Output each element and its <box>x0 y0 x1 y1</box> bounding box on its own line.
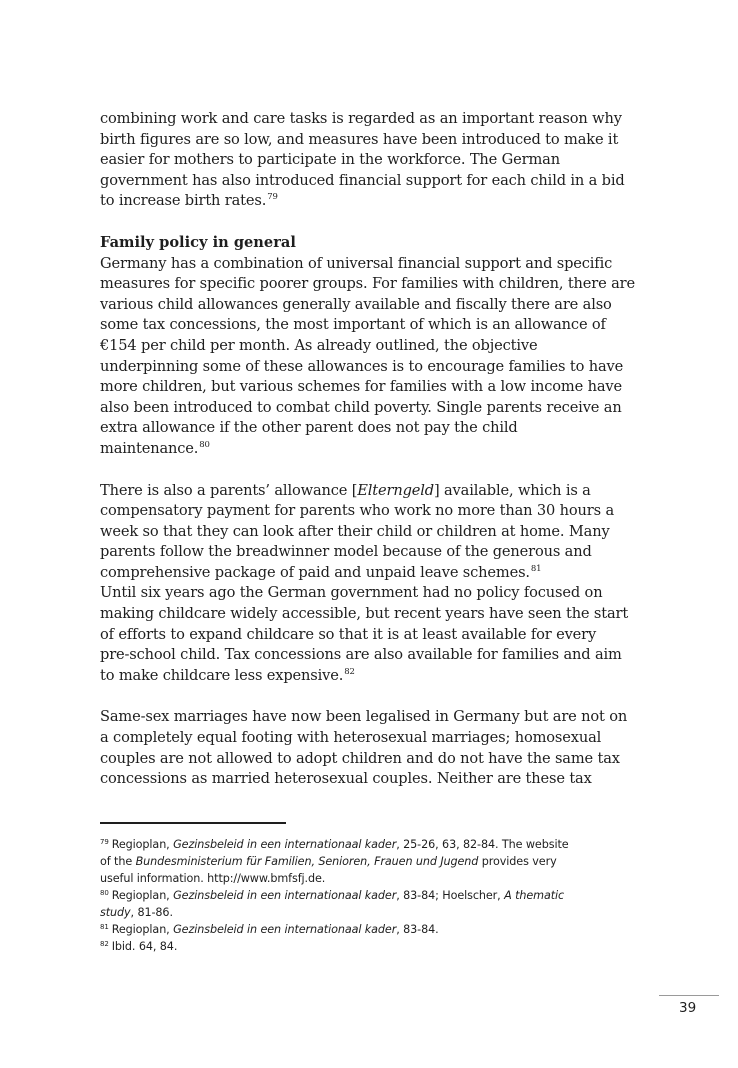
footnote-80 <box>100 887 648 921</box>
text-line: extra allowance if the other parent does not pay the child <box>100 419 518 437</box>
text-line: government has also introduced financial support for each child in a bid <box>100 171 625 189</box>
body-text <box>100 109 648 790</box>
footnote-text: Regioplan, <box>111 838 174 851</box>
footnote-text: useful information. http://www.bmfsfj.de. <box>100 872 326 885</box>
family-policy-paragraph <box>100 254 648 460</box>
term-elterngeld: Elterngeld <box>357 481 434 499</box>
text-line: combining work and care tasks is regarded as an important reason why <box>100 110 622 127</box>
text-line: birth figures are so low, and measures have been introduced to make it <box>100 130 619 148</box>
text-line: some tax concessions, the most important of which is an allowance of <box>100 316 606 334</box>
same-sex-paragraph <box>100 707 648 789</box>
footnote-title: study <box>100 906 131 919</box>
footnote-title: A thematic <box>504 889 565 902</box>
footnote-82 <box>100 938 648 955</box>
footnote-text: , 25-26, 63, 82-84. The website <box>396 838 569 851</box>
footnote-title: Bundesministerium für Familien, Senioren, Frauen und Jugend <box>135 855 479 868</box>
text-line: Until six years ago the German government had no policy focused on <box>100 584 603 602</box>
text-line: €154 per child per month. As already outlined, the objective <box>100 336 538 354</box>
text-line: easier for mothers to participate in the workforce. The German <box>100 151 560 169</box>
section-heading: Family policy in general <box>100 233 296 251</box>
footnote-79 <box>100 836 648 887</box>
footnote-number: 82 <box>100 940 109 948</box>
footnote-divider <box>100 822 286 824</box>
text-line: couples are not allowed to adopt children and do not have the same tax <box>100 749 620 767</box>
footnote-ref: 82 <box>344 666 355 677</box>
text-line: Germany has a combination of universal financial support and specific <box>100 254 613 272</box>
footnote-text: Ibid. 64, 84. <box>111 940 178 953</box>
text-line: compensatory payment for parents who work no more than 30 hours a <box>100 502 614 520</box>
footnote-81 <box>100 921 648 938</box>
footnote-text: of the <box>100 855 136 868</box>
text-line: maintenance. <box>100 439 199 457</box>
text-line: measures for specific poorer groups. For families with children, there are <box>100 275 635 293</box>
text-line: underpinning some of these allowances is to encourage families to have <box>100 357 624 375</box>
footnote-text: provides very <box>478 855 557 868</box>
text-line: to increase birth rates. <box>100 192 267 210</box>
text-line: parents follow the breadwinner model because of the generous and <box>100 543 592 561</box>
footnote-number: 81 <box>100 923 109 931</box>
footnote-text: , 81-86. <box>130 906 173 919</box>
footnote-text: Regioplan, <box>111 889 174 902</box>
footnote-title: Gezinsbeleid in een internationaal kader <box>173 889 397 902</box>
footnote-number: 80 <box>100 889 109 897</box>
footnote-ref: 79 <box>267 192 278 203</box>
text-line: pre-school child. Tax concessions are also available for families and aim <box>100 646 622 664</box>
page-number: 39 <box>679 1000 697 1016</box>
text-line: Same-sex marriages have now been legalised in Germany but are not on <box>100 708 628 726</box>
footnotes <box>100 836 648 955</box>
text-segment: There is also a parents’ allowance [ <box>100 481 358 499</box>
footnote-ref: 81 <box>530 563 542 574</box>
text-line: various child allowances generally available and fiscally there are also <box>100 295 612 313</box>
text-line: a completely equal footing with heterosexual marriages; homosexual <box>100 729 602 747</box>
text-line: of efforts to expand childcare so that it is at least available for every <box>100 625 597 643</box>
text-line: concessions as married heterosexual couples. Neither are these tax <box>100 770 592 788</box>
page-number-rule <box>659 995 719 996</box>
footnote-number: 79 <box>100 838 109 846</box>
text-segment: ] available, which is a <box>433 481 591 499</box>
footnote-title: Gezinsbeleid in een internationaal kader <box>173 923 397 936</box>
text-line: week so that they can look after their child or children at home. Many <box>100 522 610 540</box>
footnote-text: Regioplan, <box>111 923 174 936</box>
text-line: more children, but various schemes for families with a low income have <box>100 378 622 396</box>
footnote-text: , 83-84; Hoelscher, <box>396 889 505 902</box>
intro-paragraph <box>100 109 648 212</box>
text-line: to make childcare less expensive. <box>100 666 344 684</box>
footnote-ref: 80 <box>199 439 210 450</box>
footnote-text: , 83-84. <box>396 923 439 936</box>
footnote-title: Gezinsbeleid in een internationaal kader <box>173 838 397 851</box>
parents-allowance-paragraph <box>100 481 648 687</box>
text-line: also been introduced to combat child poverty. Single parents receive an <box>100 398 622 416</box>
text-line: comprehensive package of paid and unpaid leave schemes. <box>100 563 530 581</box>
text-line: making childcare widely accessible, but recent years have seen the start <box>100 605 629 623</box>
